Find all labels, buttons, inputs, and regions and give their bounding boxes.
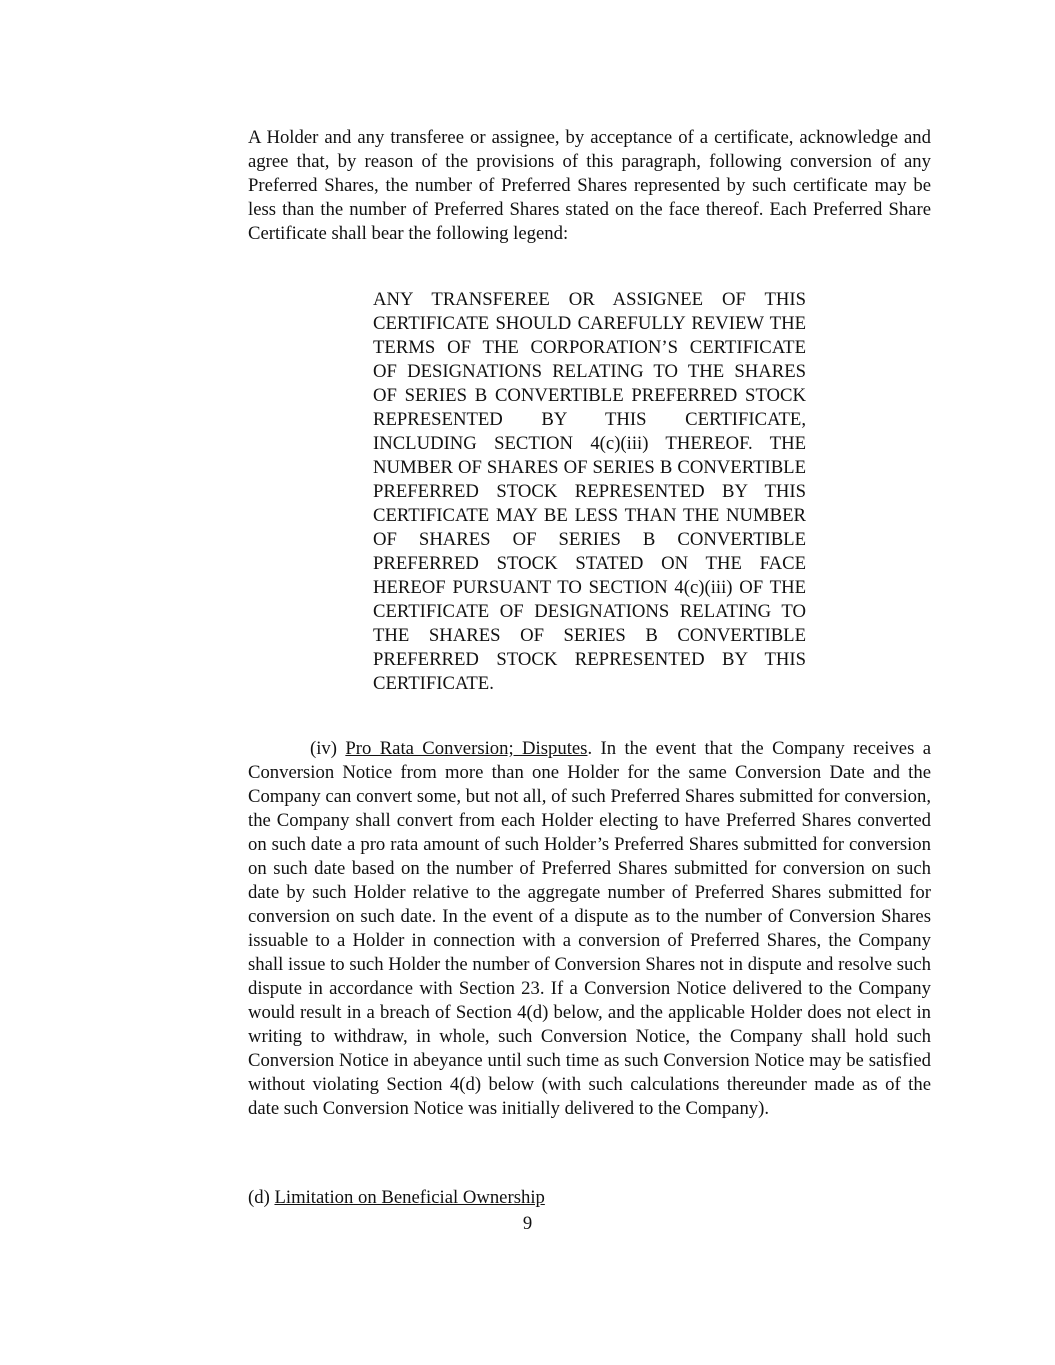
section-d-number: (d)	[248, 1187, 270, 1208]
section-d-heading-line	[248, 1186, 931, 1210]
section-iv-heading: Pro Rata Conversion; Disputes	[345, 738, 588, 759]
certificate-legend: ANY TRANSFEREE OR ASSIGNEE OF THIS CERTIFICATE SHOULD CAREFULLY REVIEW THE TERMS OF THE CORPORATION’S CERTIFICATE OF DESIGNATIONS RELATING TO THE SHARES OF SERIES B CONVERTIBLE PREFERRED STOCK REPRESENTED BY THIS CERTIFICATE, INCLUDING SECTION 4(c)(iii) THEREOF. THE NUMBER OF SHARES OF SERIES B CONVERTIBLE PREFERRED STOCK REPRESENTED BY THIS CERTIFICATE MAY BE LESS THAN THE NUMBER OF SHARES OF SERIES B CONVERTIBLE PREFERRED STOCK STATED ON THE FACE HEREOF PURSUANT TO SECTION 4(c)(iii) OF THE CERTIFICATE OF DESIGNATIONS RELATING TO THE SHARES OF SERIES B CONVERTIBLE PREFERRED STOCK REPRESENTED BY THIS CERTIFICATE.	[373, 289, 806, 694]
paragraph-holder-acknowledgement: A Holder and any transferee or assignee, by acceptance of a certificate, acknowledge and agree that, by reason of the provisions of this paragraph, following conversion of any Preferred Shares, the number of Preferred Shares represented by such certificate may be less than the number of Preferred Shares stated on the face thereof. Each Preferred Share Certificate shall bear the following legend:	[248, 127, 931, 244]
page-number: 9	[522, 1213, 533, 1234]
section-iv-body: . In the event that the Company receives a Conversion Notice from more than one Holder for the same Conversion Date and the Company can convert some, but not all, of such Preferred Shares submitted for conversion, the Company shall convert from each Holder electing to have Preferred Shares converted on such date a pro rata amount of such Holder’s Preferred Shares submitted for conversion on such date based on the number of Preferred Shares submitted for conversion on such date by such Holder relative to the aggregate number of Preferred Shares submitted for conversion on such date. In the event of a dispute as to the number of Conversion Shares issuable to a Holder in connection with a conversion of Preferred Shares, the Company shall issue to such Holder the number of Conversion Shares not in dispute and resolve such dispute in accordance with Section 23. If a Conversion Notice delivered to the Company would result in a breach of Section 4(d) below, and the applicable Holder does not elect in writing to withdraw, in whole, such Conversion Notice, the Company shall hold such Conversion Notice in abeyance until such time as such Conversion Notice may be satisfied without violating Section 4(d) below (with such calculations thereunder made as of the date such Conversion Notice was initially delivered to the Company).	[248, 738, 932, 1119]
section-iv-number: (iv)	[310, 738, 337, 759]
section-d-heading: Limitation on Beneficial Ownership	[274, 1187, 545, 1208]
paragraph-pro-rata-conversion	[248, 737, 931, 1121]
